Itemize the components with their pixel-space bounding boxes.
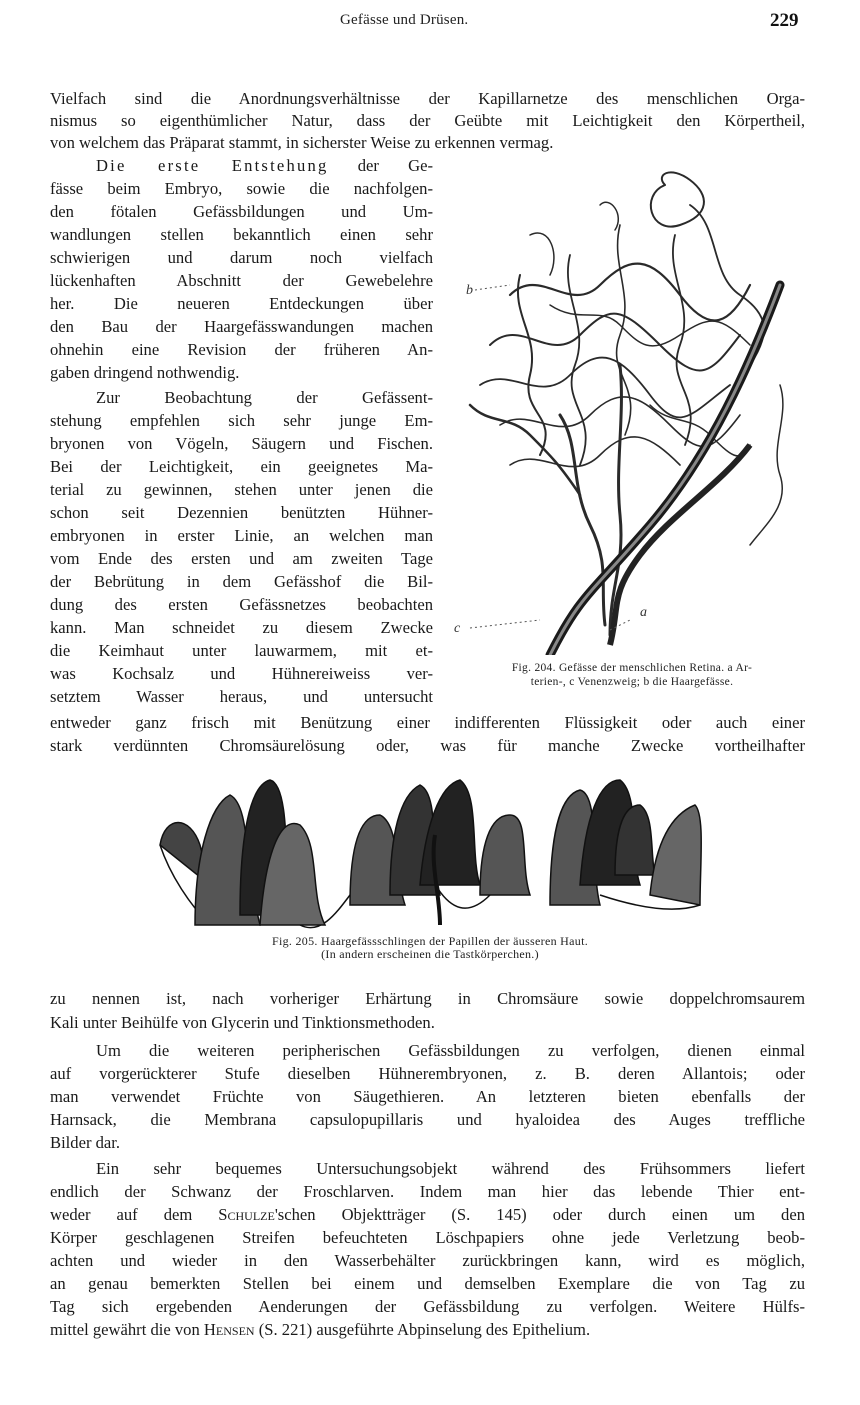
text-line: den Bau der Haargefässwandungen machen xyxy=(50,317,433,336)
text-line: von welchem das Präparat stammt, in sicherster Weise zu erkennen vermag. xyxy=(50,133,554,152)
page-header xyxy=(0,8,860,38)
text-line: setztem Wasser heraus, und untersucht xyxy=(50,687,433,706)
label-b: b xyxy=(466,283,473,298)
text-line: lückenhaften Abschnitt der Gewebelehre xyxy=(50,271,433,290)
running-head: Gefässe und Drüsen. xyxy=(340,12,469,28)
text-line: her. Die neueren Entdeckungen über xyxy=(50,294,433,313)
text-span: mittel gewährt die von xyxy=(50,1320,204,1339)
page-number: 229 xyxy=(770,10,799,31)
caption-line: (In andern erscheinen die Tastkörperchen.) xyxy=(321,947,539,961)
text-line: den fötalen Gefässbildungen und Um- xyxy=(50,202,433,221)
text-line xyxy=(50,1319,805,1341)
label-a: a xyxy=(640,605,647,620)
text-line: endlich der Schwanz der Froschlarven. Indem man hier das lebende Thier ent- xyxy=(50,1182,805,1201)
text-line: wandlungen stellen bekanntlich einen sehr xyxy=(50,225,433,244)
papillae-loops-drawing xyxy=(150,775,710,935)
text-line: stehung empfehlen sich sehr junge Em- xyxy=(50,411,433,430)
label-c: c xyxy=(454,621,461,636)
text-span: (S. 221) ausgeführte Abpinselung des Epithelium. xyxy=(254,1320,591,1339)
retina-vessels-drawing xyxy=(450,165,820,655)
text-line: Zur Beobachtung der Gefässent- xyxy=(96,388,433,407)
text-line: Ein sehr bequemes Untersuchungsobjekt während des Frühsommers liefert xyxy=(96,1159,805,1178)
text-line: Kali unter Beihülfe von Glycerin und Tinktionsmethoden. xyxy=(50,1013,435,1032)
caption-line: terien-, c Venenzweig; b die Haargefässe. xyxy=(530,676,734,688)
text-line: zu nennen ist, nach vorheriger Erhärtung in Chromsäure sowie doppelchromsaurem xyxy=(50,989,805,1008)
text-line xyxy=(50,1204,805,1226)
text-line: embryonen in erster Linie, an welchen man xyxy=(50,526,433,545)
text-line: Um die weiteren peripherischen Gefässbildungen zu verfolgen, dienen einmal xyxy=(96,1041,805,1060)
text-line: Körper geschlagenen Streifen befeuchteten Löschpapiers ohne jede Verletzung beob- xyxy=(50,1228,805,1247)
text-line: man verwendet Früchte von Säugethieren. An letzteren bieten ebenfalls der xyxy=(50,1087,805,1106)
text-line: die Keimhaut unter lauwarmem, mit et- xyxy=(50,641,433,660)
text-line: stark verdünnten Chromsäurelösung oder, was für manche Zwecke vortheilhafter xyxy=(50,736,805,755)
text-span: weder auf dem xyxy=(50,1205,219,1224)
author-name: Hensen xyxy=(203,1320,255,1339)
text-line: nismus so eigenthümlicher Natur, dass der Geübte mit Leichtigkeit den Körpertheil, xyxy=(50,111,805,130)
text-line: achten und wieder in den Wasserbehälter zurückbringen kann, wird es möglich, xyxy=(50,1251,805,1270)
text-line: dung des ersten Gefässnetzes beobachten xyxy=(50,595,433,614)
text-line: Bei der Leichtigkeit, ein geeignetes Ma- xyxy=(50,457,433,476)
text-line: schon seit Dezennien benützten Hühner- xyxy=(50,503,433,522)
text-line: gaben dringend nothwendig. xyxy=(50,363,240,382)
spaced-emphasis: Die erste Entstehung xyxy=(96,156,329,175)
text-line: der Bebrütung in dem Gefässhof die Bil- xyxy=(50,572,433,591)
text-line: vom Ende des ersten und am zweiten Tage xyxy=(50,549,433,568)
paragraph-start xyxy=(50,155,433,177)
figure-204-caption xyxy=(452,661,812,689)
text-line: ohnehin eine Revision der früheren An- xyxy=(50,340,433,359)
text-line: auf vorgerückterer Stufe dieselben Hühnerembryonen, z. B. deren Allantois; oder xyxy=(50,1064,805,1083)
text-line: Harnsack, die Membrana capsulopupillaris und hyaloidea des Auges treffliche xyxy=(50,1110,805,1129)
text-line: schwierigen und darum noch vielfach xyxy=(50,248,433,267)
text-line: an genau bemerkten Stellen bei einem und demselben Exemplare die von Tag zu xyxy=(50,1274,805,1293)
text-line: fässe beim Embryo, sowie die nachfolgen- xyxy=(50,179,433,198)
text-line: Bilder dar. xyxy=(50,1133,121,1152)
text-line: terial zu gewinnen, stehen unter jenen die xyxy=(50,480,433,499)
text-span: 'schen Objektträger (S. 145) oder durch einen um den xyxy=(274,1205,805,1224)
caption-line: Fig. 204. Gefässe der menschlichen Retina. a Ar- xyxy=(511,662,753,674)
figure-205-caption xyxy=(150,935,710,961)
text-line: kann. Man schneidet zu diesem Zwecke xyxy=(50,618,433,637)
figure-205-illustration xyxy=(150,775,710,935)
text-line: Tag sich ergebenden Aenderungen der Gefässbildung zu verfolgen. Weitere Hülfs- xyxy=(50,1297,805,1316)
text-line: Vielfach sind die Anordnungsverhältnisse der Kapillarnetze des menschlichen Orga- xyxy=(50,89,805,108)
text-line: entweder ganz frisch mit Benützung einer indifferenten Flüssigkeit oder auch einer xyxy=(50,713,805,732)
figure-204-illustration xyxy=(450,165,820,655)
author-name: Schulze xyxy=(218,1205,275,1224)
text-line: bryonen von Vögeln, Säugern und Fischen. xyxy=(50,434,433,453)
text-span: der Ge- xyxy=(328,156,434,175)
text-line: was Kochsalz und Hühnereiweiss ver- xyxy=(50,664,433,683)
caption-line: Fig. 205. Haargefässschlingen der Papillen der äusseren Haut. xyxy=(272,934,588,948)
